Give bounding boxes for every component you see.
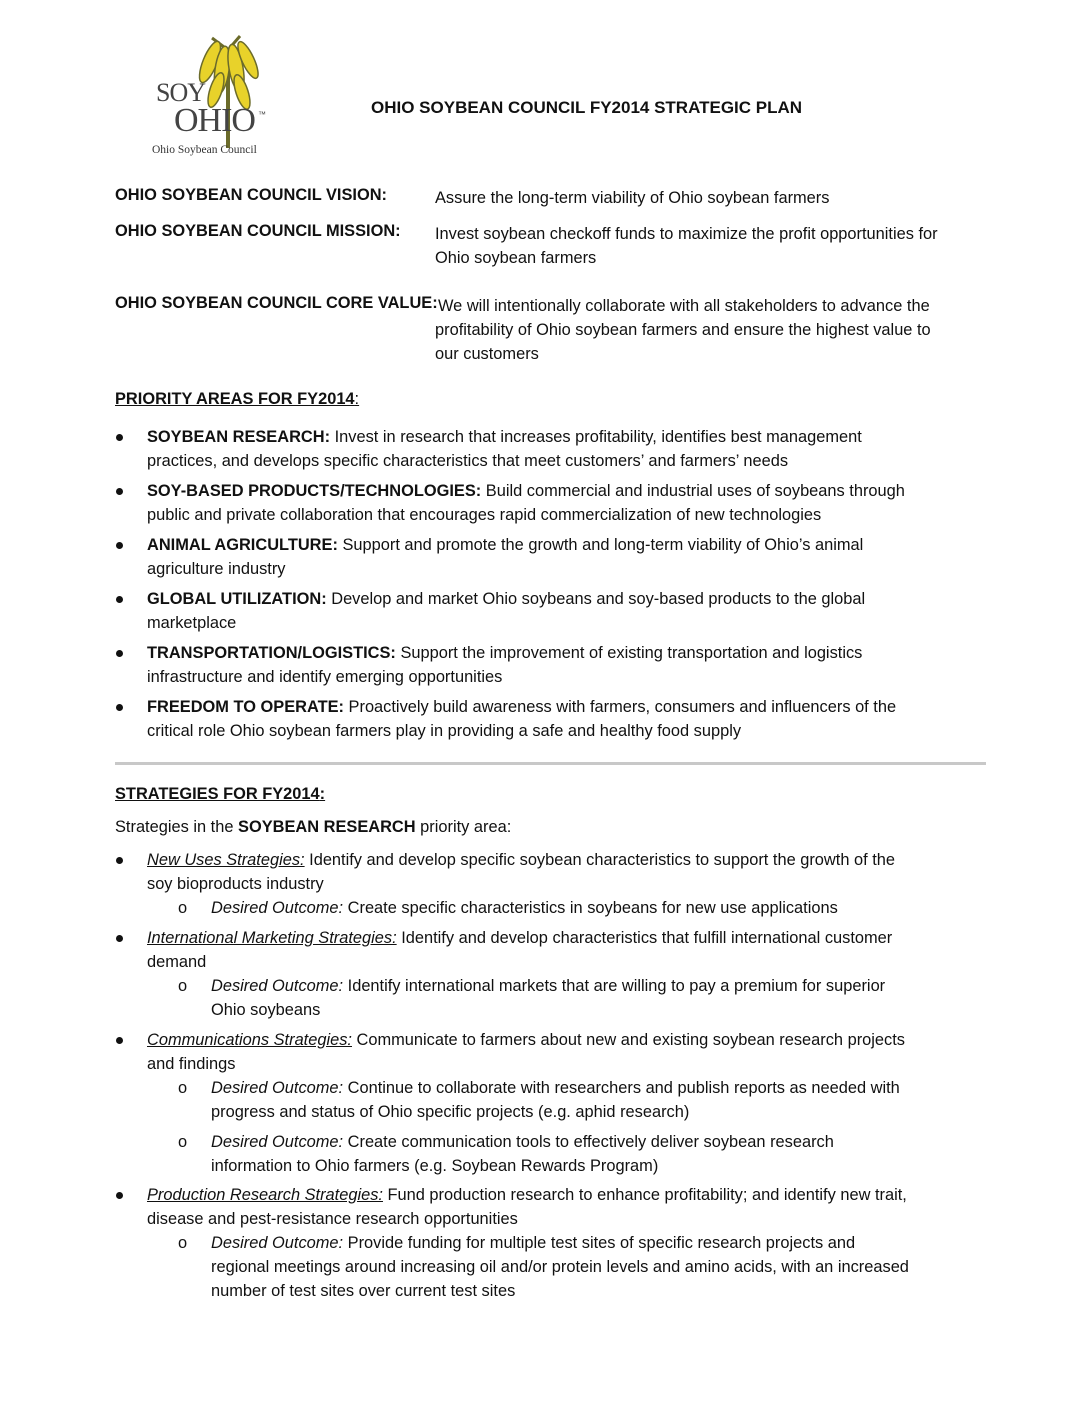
bullet-icon — [116, 704, 123, 711]
mission-line: Ohio soybean farmers — [435, 249, 597, 267]
desired-outcome: o Desired Outcome: Provide funding for multiple test sites of specific research projects and regional meetings around increasing oil and/or protein levels and amino acids, with an increased number of test sites over current test sites — [115, 1231, 995, 1303]
priority-areas-list — [115, 425, 995, 749]
mission-row — [115, 222, 401, 241]
priority-areas-heading: PRIORITY AREAS FOR FY2014: — [115, 390, 360, 408]
strategy-production-research — [115, 1183, 995, 1303]
logo-soy-text: SOY — [156, 78, 206, 107]
bullet-icon — [116, 488, 123, 495]
list-item: ANIMAL AGRICULTURE: Support and promote the growth and long-term viability of Ohio’s animal agriculture industry — [115, 533, 995, 581]
core-value-line: We will intentionally collaborate with all stakeholders to advance the — [438, 297, 930, 315]
list-item: Communications Strategies: Communicate to farmers about new and existing soybean research projects and findings — [115, 1028, 995, 1076]
core-value-text — [435, 294, 931, 366]
bullet-icon — [116, 1192, 123, 1199]
strategy-communications — [115, 1028, 995, 1178]
circle-bullet-icon: o — [178, 1133, 188, 1151]
document-title: OHIO SOYBEAN COUNCIL FY2014 STRATEGIC PLAN — [371, 98, 803, 117]
mission-line: Invest soybean checkoff funds to maximize the profit opportunities for — [435, 225, 938, 243]
strategy-international-marketing — [115, 926, 995, 1022]
logo-council-text: Ohio Soybean Council — [152, 144, 257, 156]
strategy-new-uses — [115, 848, 995, 920]
desired-outcome: o Desired Outcome: Continue to collaborate with researchers and publish reports as needed with progress and status of Ohio specific projects (e.g. aphid research) — [115, 1076, 995, 1124]
circle-bullet-icon: o — [178, 1079, 188, 1097]
core-value-line: profitability of Ohio soybean farmers and ensure the highest value to — [435, 321, 931, 339]
vision-row — [115, 186, 387, 205]
core-value-label: OHIO SOYBEAN COUNCIL CORE VALUE: — [115, 294, 438, 312]
list-item: International Marketing Strategies: Identify and develop characteristics that fulfill international customer demand — [115, 926, 995, 974]
list-item: GLOBAL UTILIZATION: Develop and market Ohio soybeans and soy-based products to the global marketplace — [115, 587, 995, 635]
desired-outcome: o Desired Outcome: Identify international markets that are willing to pay a premium for superior Ohio soybeans — [115, 974, 995, 1022]
logo-trademark: ™ — [258, 110, 266, 119]
desired-outcome: o Desired Outcome: Create communication tools to effectively deliver soybean research information to Ohio farmers (e.g. Soybean Rewards Program) — [115, 1130, 995, 1178]
logo-ohio-text: OHIO — [174, 102, 255, 139]
bullet-icon — [116, 1037, 123, 1044]
core-value-row — [115, 294, 438, 313]
bullet-icon — [116, 596, 123, 603]
desired-outcome: o Desired Outcome: Create specific characteristics in soybeans for new use applications — [115, 896, 995, 920]
core-value-line: our customers — [435, 345, 539, 363]
circle-bullet-icon: o — [178, 899, 188, 917]
strategies-heading: STRATEGIES FOR FY2014: — [115, 785, 326, 803]
mission-label: OHIO SOYBEAN COUNCIL MISSION: — [115, 222, 401, 240]
list-item: FREEDOM TO OPERATE: Proactively build awareness with farmers, consumers and influencers of the critical role Ohio soybean farmers play in providing a safe and healthy food supply — [115, 695, 995, 743]
mission-text — [435, 222, 938, 270]
circle-bullet-icon: o — [178, 977, 188, 995]
list-item: Production Research Strategies: Fund production research to enhance profitability; and identify new trait, disease and pest-resistance research opportunities — [115, 1183, 995, 1231]
bullet-icon — [116, 935, 123, 942]
vision-text: Assure the long-term viability of Ohio soybean farmers — [435, 189, 830, 207]
strategies-intro: Strategies in the SOYBEAN RESEARCH priority area: — [115, 818, 512, 836]
bullet-icon — [116, 434, 123, 441]
list-item: TRANSPORTATION/LOGISTICS: Support the improvement of existing transportation and logistics infrastructure and identify emerging opportunities — [115, 641, 995, 689]
bullet-icon — [116, 650, 123, 657]
bullet-icon — [116, 542, 123, 549]
vision-label: OHIO SOYBEAN COUNCIL VISION: — [115, 186, 387, 204]
circle-bullet-icon: o — [178, 1234, 188, 1252]
soy-ohio-logo — [140, 30, 270, 164]
section-divider — [115, 762, 986, 765]
list-item: New Uses Strategies: Identify and develop specific soybean characteristics to support the growth of the soy bioproducts industry — [115, 848, 995, 896]
bullet-icon — [116, 857, 123, 864]
list-item: SOYBEAN RESEARCH: Invest in research that increases profitability, identifies best management practices, and develops specific characteristics that meet customers’ and farmers’ needs — [115, 425, 995, 473]
list-item: SOY-BASED PRODUCTS/TECHNOLOGIES: Build commercial and industrial uses of soybeans through public and private collaboration that encourages rapid commercialization of new technologies — [115, 479, 995, 527]
